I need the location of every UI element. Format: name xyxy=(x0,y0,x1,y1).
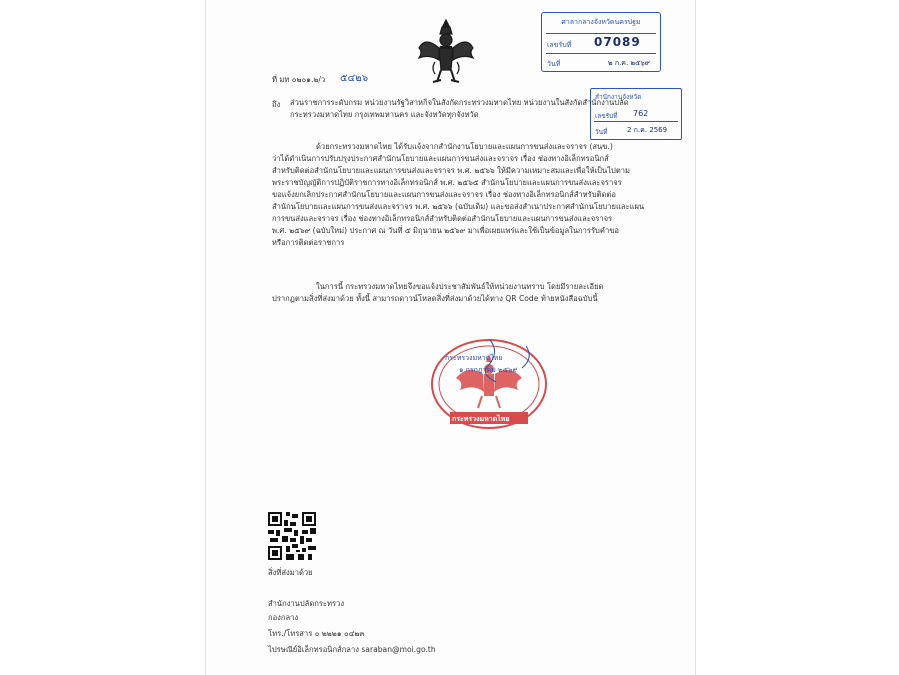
footer-office: สำนักงานปลัดกระทรวง xyxy=(268,599,345,608)
body-line: การขนส่งและจราจร เรื่อง ช่องทางอิเล็กทรอนิกส์สำหรับติดต่อสำนักนโยบายและแผนการขนส่งและจราจร xyxy=(272,214,613,223)
seal-label: กระทรวงมหาดไทย xyxy=(452,415,510,423)
doc-number-handwritten: ๕๔๒๖ xyxy=(340,73,369,84)
stamp-side-date: 2 ก.ค. 2569 xyxy=(627,126,668,134)
body-line: ปรากฏตามสิ่งที่ส่งมาด้วย ทั้งนี้ สามารถดาวน์โหลดสิ่งที่ส่งมาด้วยได้ทาง QR Code ท้ายหนังสือฉบับนี้ xyxy=(272,294,598,303)
qr-code[interactable] xyxy=(268,512,316,560)
stamp-date: ๒ ก.ค. ๒๕๖๙ xyxy=(608,59,650,67)
stamp-side-number: 762 xyxy=(633,109,649,118)
body-line: สำหรับติดต่อสำนักนโยบายและแผนการขนส่งและจราจร พ.ศ. ๒๕๖๖ ให้มีความเหมาะสมและเพื่อให้เป็นไปตาม xyxy=(272,166,631,175)
body-line: พระราชบัญญัติการปฏิบัติราชการทางอิเล็กทรอนิกส์ พ.ศ. ๒๕๖๕ สำนักนโยบายและแผนการขนส่งและจราจร xyxy=(272,178,622,187)
stamp-side-date-label: วันที่ xyxy=(595,128,608,136)
addressee-line: ส่วนราชการระดับกรม หน่วยงานรัฐวิสาหกิจในสังกัดกระทรวงมหาดไทย หน่วยงานในสังกัดสำนักงานปลัด xyxy=(290,98,629,107)
stamp-side-title: สำนักงานจังหวัด xyxy=(595,93,642,101)
body-line: สำนักนโยบายและแผนการขนส่งและจราจร พ.ศ. ๒๕๖๖ (ฉบับเดิม) และขอส่งสำเนาประกาศสำนักนโยบายและแผน xyxy=(272,202,645,211)
signature-date: ๑ กรกฎาคม ๒๕๖๙ xyxy=(459,366,518,374)
body-line: หรือการติดต่อราชการ xyxy=(272,238,345,247)
body-line: ว่าได้ดำเนินการปรับปรุงประกาศสำนักนโยบายและแผนการขนส่งและจราจร เรื่อง ช่องทางอิเล็กทรอนิกส์ xyxy=(272,154,609,163)
body-paragraph-2 xyxy=(272,281,603,305)
addressee-line: กระทรวงมหาดไทย กรุงเทพมหานคร และจังหวัดทุกจังหวัด xyxy=(290,110,479,119)
body-line: ในการนี้ กระทรวงมหาดไทยจึงขอแจ้งประชาสัมพันธ์ให้หน่วยงานทราบ โดยมีรายละเอียด xyxy=(316,282,604,291)
footer-phone: โทร./โทรสาร ๐ ๒๒๒๑ ๐๔๒๓ xyxy=(268,629,365,638)
body-line: ขอแจ้งยกเลิกประกาศสำนักนโยบายและแผนการขนส่งและจราจร เรื่อง ช่องทางอิเล็กทรอนิกส์สำหรับติดต่อ xyxy=(272,190,616,199)
stamp-title: ศาลากลางจังหวัดนครปฐม xyxy=(561,18,641,26)
addressee-block xyxy=(290,97,629,121)
footer-division: กองกลาง xyxy=(268,613,299,622)
signature-org: กระทรวงมหาดไทย xyxy=(445,354,503,362)
stamp-date-label: วันที่ xyxy=(547,60,561,68)
stamp-number-label: เลขรับที่ xyxy=(547,41,572,49)
footer-email: ไปรษณีย์อิเล็กทรอนิกส์กลาง saraban@moi.go.th xyxy=(268,645,436,654)
stamp-side-number-label: เลขรับที่ xyxy=(595,112,618,120)
body-line: ด้วยกระทรวงมหาดไทย ได้รับแจ้งจากสำนักงานโยบายและแผนการขนส่งและจราจร (สนข.) xyxy=(316,142,613,151)
doc-number-prefix: ที่ มท ๐๒๐๑.๒/ว xyxy=(272,75,326,84)
body-line: พ.ศ. ๒๕๖๙ (ฉบับใหม่) ประกาศ ณ วันที่ ๕ มิถุนายน ๒๕๖๙ มาเพื่อเผยแพร่และใช้เป็นข้อมูลในการรับคำขอ xyxy=(272,226,619,235)
garuda-emblem xyxy=(415,18,477,88)
receipt-stamp-provincial-hall xyxy=(541,12,661,72)
enclosure-caption: สิ่งที่ส่งมาด้วย xyxy=(268,568,313,577)
stamp-number: 07089 xyxy=(594,35,641,49)
addressee-label: ถึง xyxy=(272,100,281,109)
body-paragraph-1 xyxy=(272,141,644,249)
